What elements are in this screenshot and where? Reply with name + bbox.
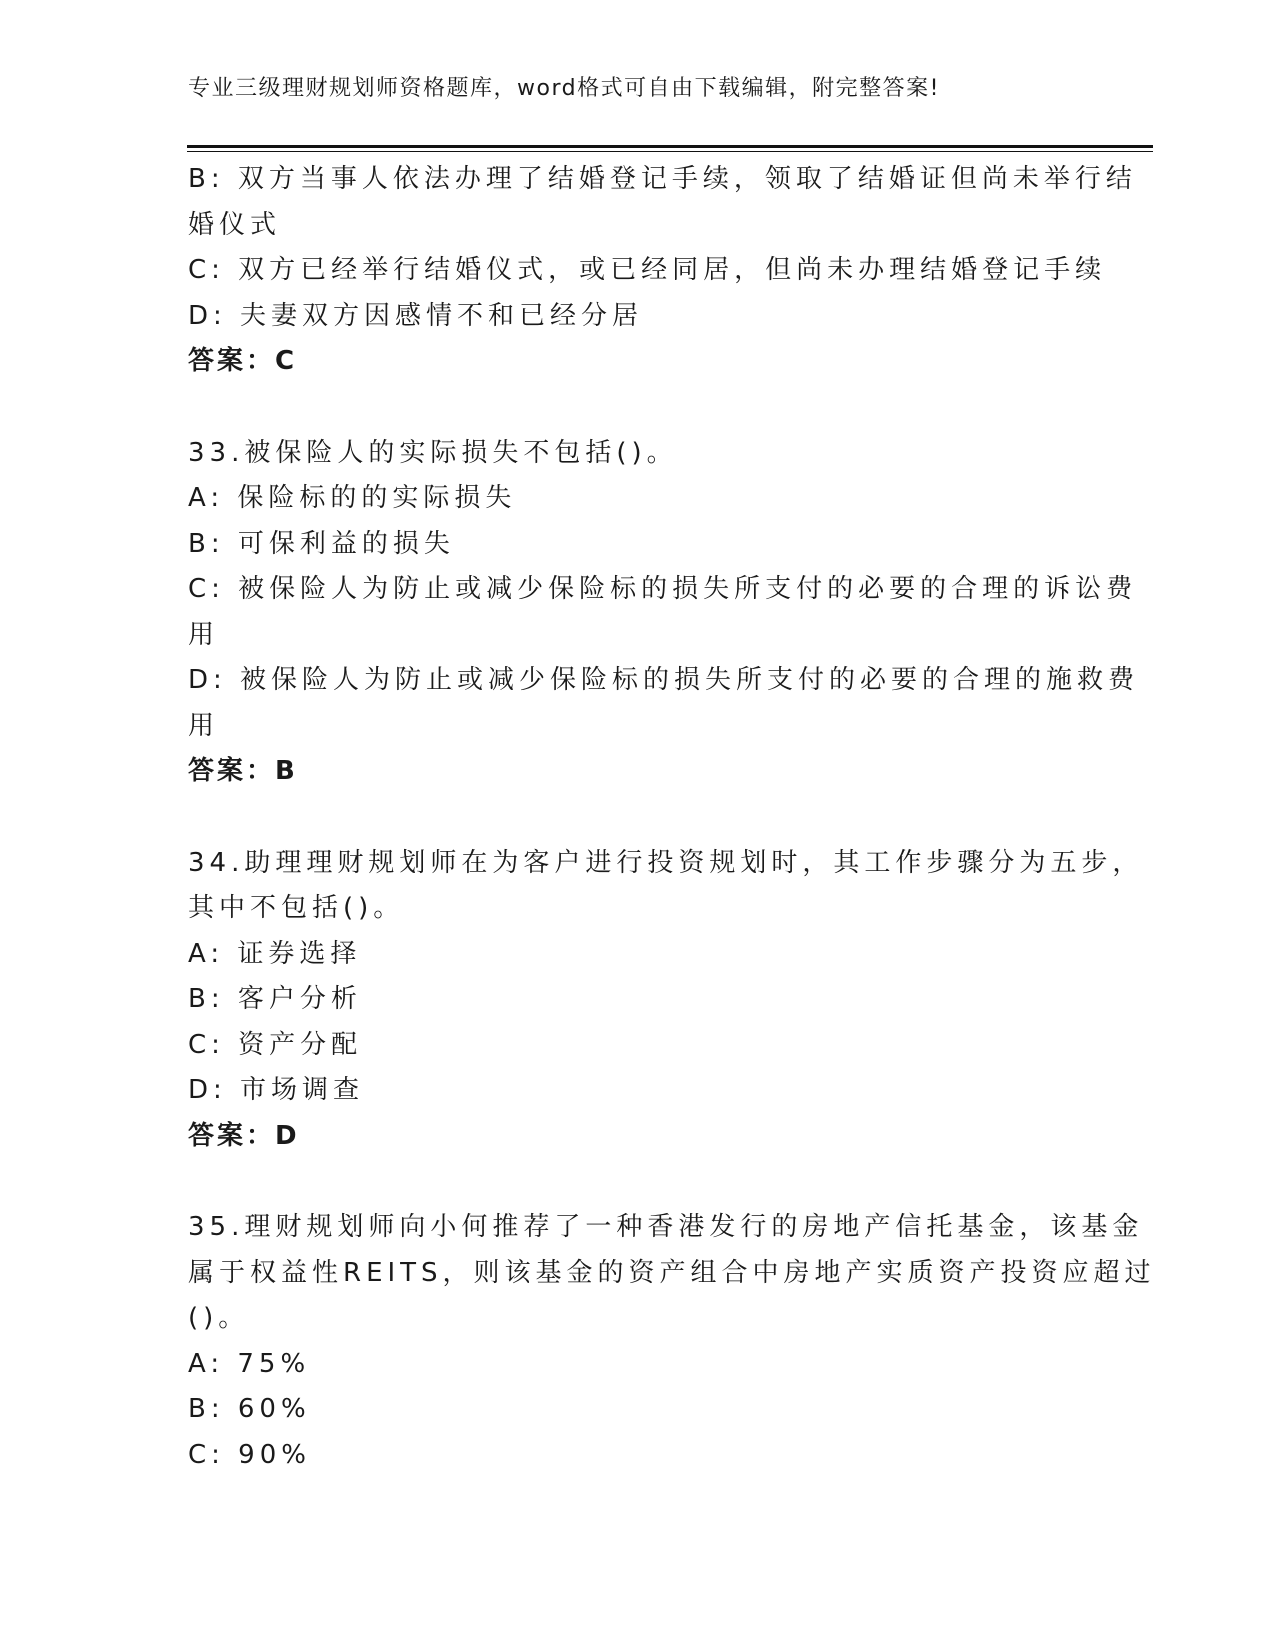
q33-option-d-line2: 用: [188, 710, 220, 741]
q32-option-d: D: 夫妻双方因感情不和已经分居: [188, 300, 644, 331]
q35-question-line3: ()。: [188, 1303, 250, 1333]
question-gap: [188, 385, 1088, 431]
question-gap: [188, 795, 1088, 841]
q35-question-line1: 35.理财规划师向小何推荐了一种香港发行的房地产信托基金，该基金: [188, 1212, 1144, 1242]
q33-answer: 答案：B: [188, 756, 298, 786]
page-header: 专业三级理财规划师资格题库，word格式可自由下载编辑，附完整答案!: [188, 76, 940, 101]
q34-option-d: D: 市场调查: [188, 1075, 365, 1105]
q34-answer: 答案：D: [188, 1120, 300, 1151]
question-gap: [188, 1159, 1088, 1205]
q32-option-b-line2: 婚仪式: [188, 209, 282, 240]
q35-option-c: C: 90%: [188, 1439, 311, 1470]
q34-option-c: C: 资产分配: [188, 1029, 363, 1060]
question-32-continued: [188, 157, 1137, 385]
q33-option-b: B: 可保利益的损失: [188, 528, 455, 559]
question-34: [188, 841, 1144, 1160]
q33-option-a: A: 保险标的的实际损失: [188, 483, 517, 513]
q34-question-line1: 34.助理理财规划师在为客户进行投资规划时，其工作步骤分为五步，: [188, 847, 1144, 878]
q34-option-b: B: 客户分析: [188, 984, 362, 1014]
q32-option-b-line1: B: 双方当事人依法办理了结婚登记手续，领取了结婚证但尚未举行结: [188, 164, 1137, 194]
header-rule-thin: [187, 151, 1153, 152]
q33-option-c-line2: 用: [188, 619, 220, 650]
q33-option-d-line1: D: 被保险人为防止或减少保险标的损失所支付的必要的合理的施救费: [188, 665, 1140, 695]
q32-option-c: C: 双方已经举行结婚仪式，或已经同居，但尚未办理结婚登记手续: [188, 255, 1107, 285]
question-35: [188, 1205, 1156, 1478]
q35-option-b: B: 60%: [188, 1394, 311, 1424]
q33-option-c-line1: C: 被保险人为防止或减少保险标的损失所支付的必要的合理的诉讼费: [188, 574, 1138, 604]
question-33: [188, 431, 1140, 795]
document-body: [188, 157, 1156, 1478]
q34-option-a: A: 证券选择: [188, 938, 362, 969]
q34-question-line2: 其中不包括()。: [188, 893, 405, 923]
q35-question-line2: 属于权益性REITS，则该基金的资产组合中房地产实质资产投资应超过: [188, 1257, 1156, 1288]
q32-answer: 答案：C: [188, 346, 298, 376]
q35-option-a: A: 75%: [188, 1348, 311, 1379]
header-rule-thick: [187, 145, 1153, 148]
q33-question: 33.被保险人的实际损失不包括()。: [188, 437, 678, 468]
